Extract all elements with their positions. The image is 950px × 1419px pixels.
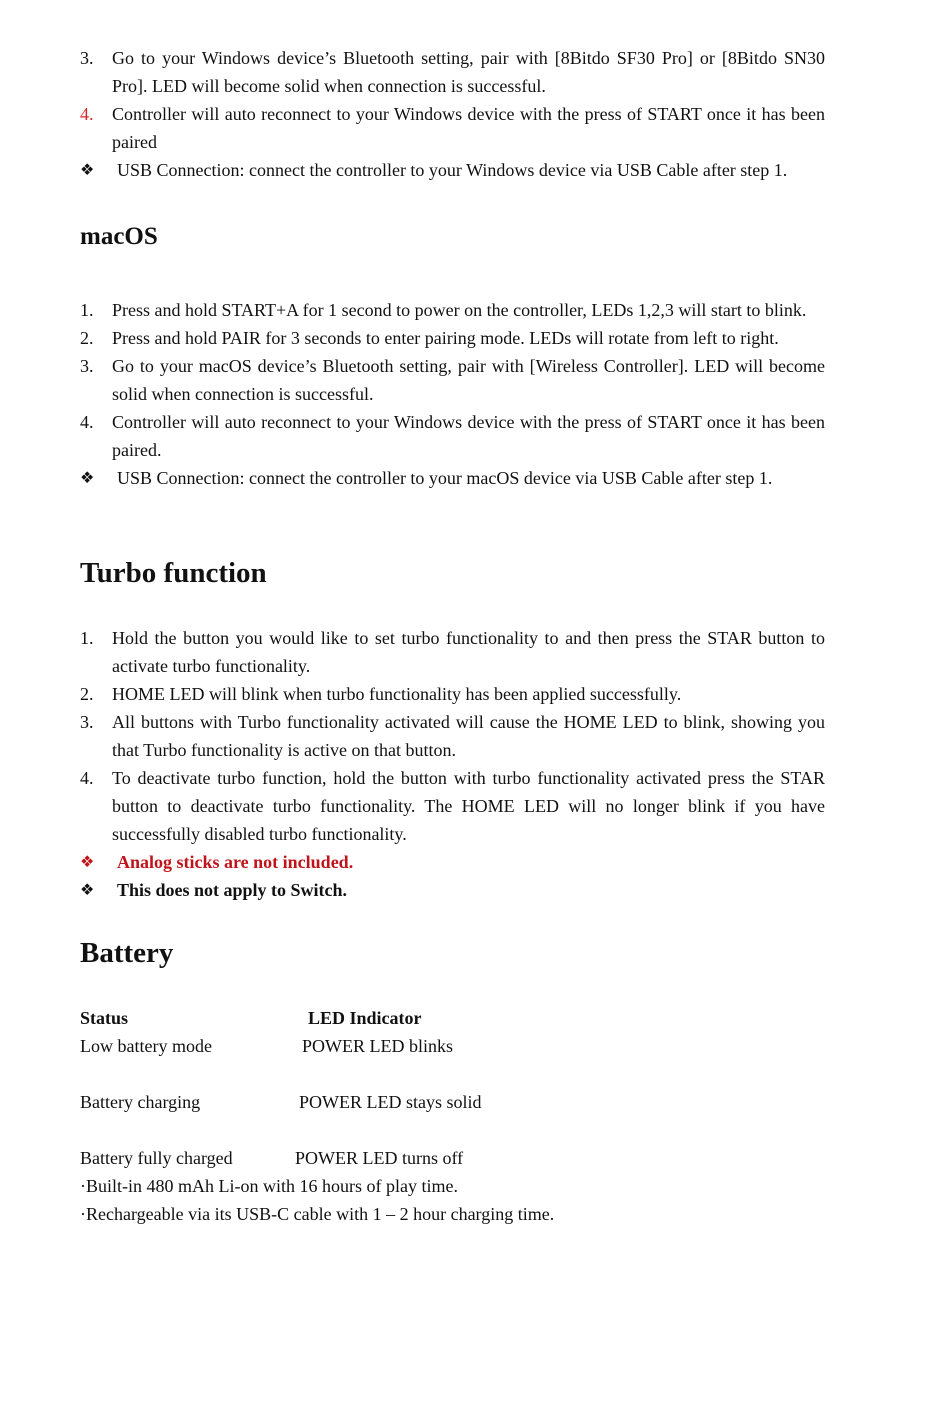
battery-capacity-note: ·Built-in 480 mAh Li-on with 16 hours of play time. [80, 1176, 458, 1196]
analog-warning [80, 848, 825, 876]
table-row [80, 1088, 825, 1116]
step-number: 4. [80, 768, 94, 788]
bullet-text: USB Connection: connect the controller to your macOS device via USB Cable after step 1. [117, 468, 773, 488]
manual-page [80, 44, 825, 1228]
battery-heading: Battery [80, 937, 174, 969]
battery-charging-note: ·Rechargeable via its USB-C cable with 1 – 2 hour charging time. [80, 1204, 555, 1224]
table-spacer [80, 1116, 825, 1144]
status-cell: Low battery mode [80, 1036, 212, 1056]
macos-usb-note [80, 464, 825, 492]
list-item [80, 100, 825, 156]
table-spacer [80, 1060, 825, 1088]
diamond-bullet-icon: ❖ [80, 468, 95, 487]
step-number: 3. [80, 712, 94, 732]
battery-table [80, 1004, 825, 1172]
step-text: All buttons with Turbo functionality activated will cause the HOME LED to blink, showing you that Turbo functionality is active on that button. [112, 712, 825, 760]
step-text: HOME LED will blink when turbo functionality has been applied successfully. [112, 684, 682, 704]
list-item [80, 352, 825, 408]
table-row [80, 1032, 825, 1060]
step-text: Press and hold PAIR for 3 seconds to enter pairing mode. LEDs will rotate from left to right. [112, 328, 779, 348]
led-cell: POWER LED turns off [295, 1148, 464, 1168]
diamond-bullet-icon: ❖ [80, 880, 95, 899]
turbo-heading: Turbo function [80, 557, 267, 589]
step-number: 1. [80, 300, 94, 320]
list-item [80, 764, 825, 848]
led-cell: POWER LED stays solid [299, 1092, 482, 1112]
list-item [80, 708, 825, 764]
switch-note [80, 876, 825, 904]
led-column-header: LED Indicator [308, 1008, 422, 1028]
windows-usb-note [80, 156, 825, 184]
step-text: Press and hold START+A for 1 second to power on the controller, LEDs 1,2,3 will start to blink. [112, 300, 807, 320]
step-text: Hold the button you would like to set turbo functionality to and then press the STAR button to activate turbo functionality. [112, 628, 825, 676]
led-cell: POWER LED blinks [302, 1036, 453, 1056]
step-number: 1. [80, 628, 94, 648]
step-number: 3. [80, 356, 94, 376]
status-column-header: Status [80, 1008, 129, 1028]
battery-table-header [80, 1004, 825, 1032]
step-text: Go to your Windows device’s Bluetooth setting, pair with [8Bitdo SF30 Pro] or [8Bitdo SN30 Pro]. LED will become solid when connection is successful. [112, 48, 825, 96]
macos-heading: macOS [80, 223, 158, 250]
diamond-bullet-icon: ❖ [80, 160, 95, 179]
list-item [80, 408, 825, 464]
step-text: Controller will auto reconnect to your Windows device with the press of START once it has been paired [112, 104, 825, 152]
step-number: 3. [80, 48, 94, 68]
status-cell: Battery charging [80, 1092, 201, 1112]
list-item [80, 296, 825, 324]
list-item [80, 324, 825, 352]
status-cell: Battery fully charged [80, 1148, 233, 1168]
turbo-steps-list [80, 624, 825, 848]
list-item [80, 44, 825, 100]
step-text: Controller will auto reconnect to your Windows device with the press of START once it has been paired. [112, 412, 825, 460]
macos-steps-list [80, 296, 825, 464]
step-number: 4. [80, 104, 94, 124]
windows-steps-list [80, 44, 825, 156]
warning-text: Analog sticks are not included. [117, 852, 354, 872]
list-item [80, 624, 825, 680]
table-row [80, 1144, 825, 1172]
step-number: 2. [80, 328, 94, 348]
note-text: This does not apply to Switch. [117, 880, 348, 900]
step-number: 4. [80, 412, 94, 432]
step-text: To deactivate turbo function, hold the button with turbo functionality activated press the STAR button to deactivate turbo functionality. The HOME LED will no longer blink if you have successfully disabled turbo functionality. [112, 768, 825, 844]
diamond-bullet-icon: ❖ [80, 852, 95, 871]
bullet-text: USB Connection: connect the controller to your Windows device via USB Cable after step 1. [117, 160, 788, 180]
step-text: Go to your macOS device’s Bluetooth setting, pair with [Wireless Controller]. LED will become solid when connection is successful. [112, 356, 825, 404]
step-number: 2. [80, 684, 94, 704]
list-item [80, 680, 825, 708]
